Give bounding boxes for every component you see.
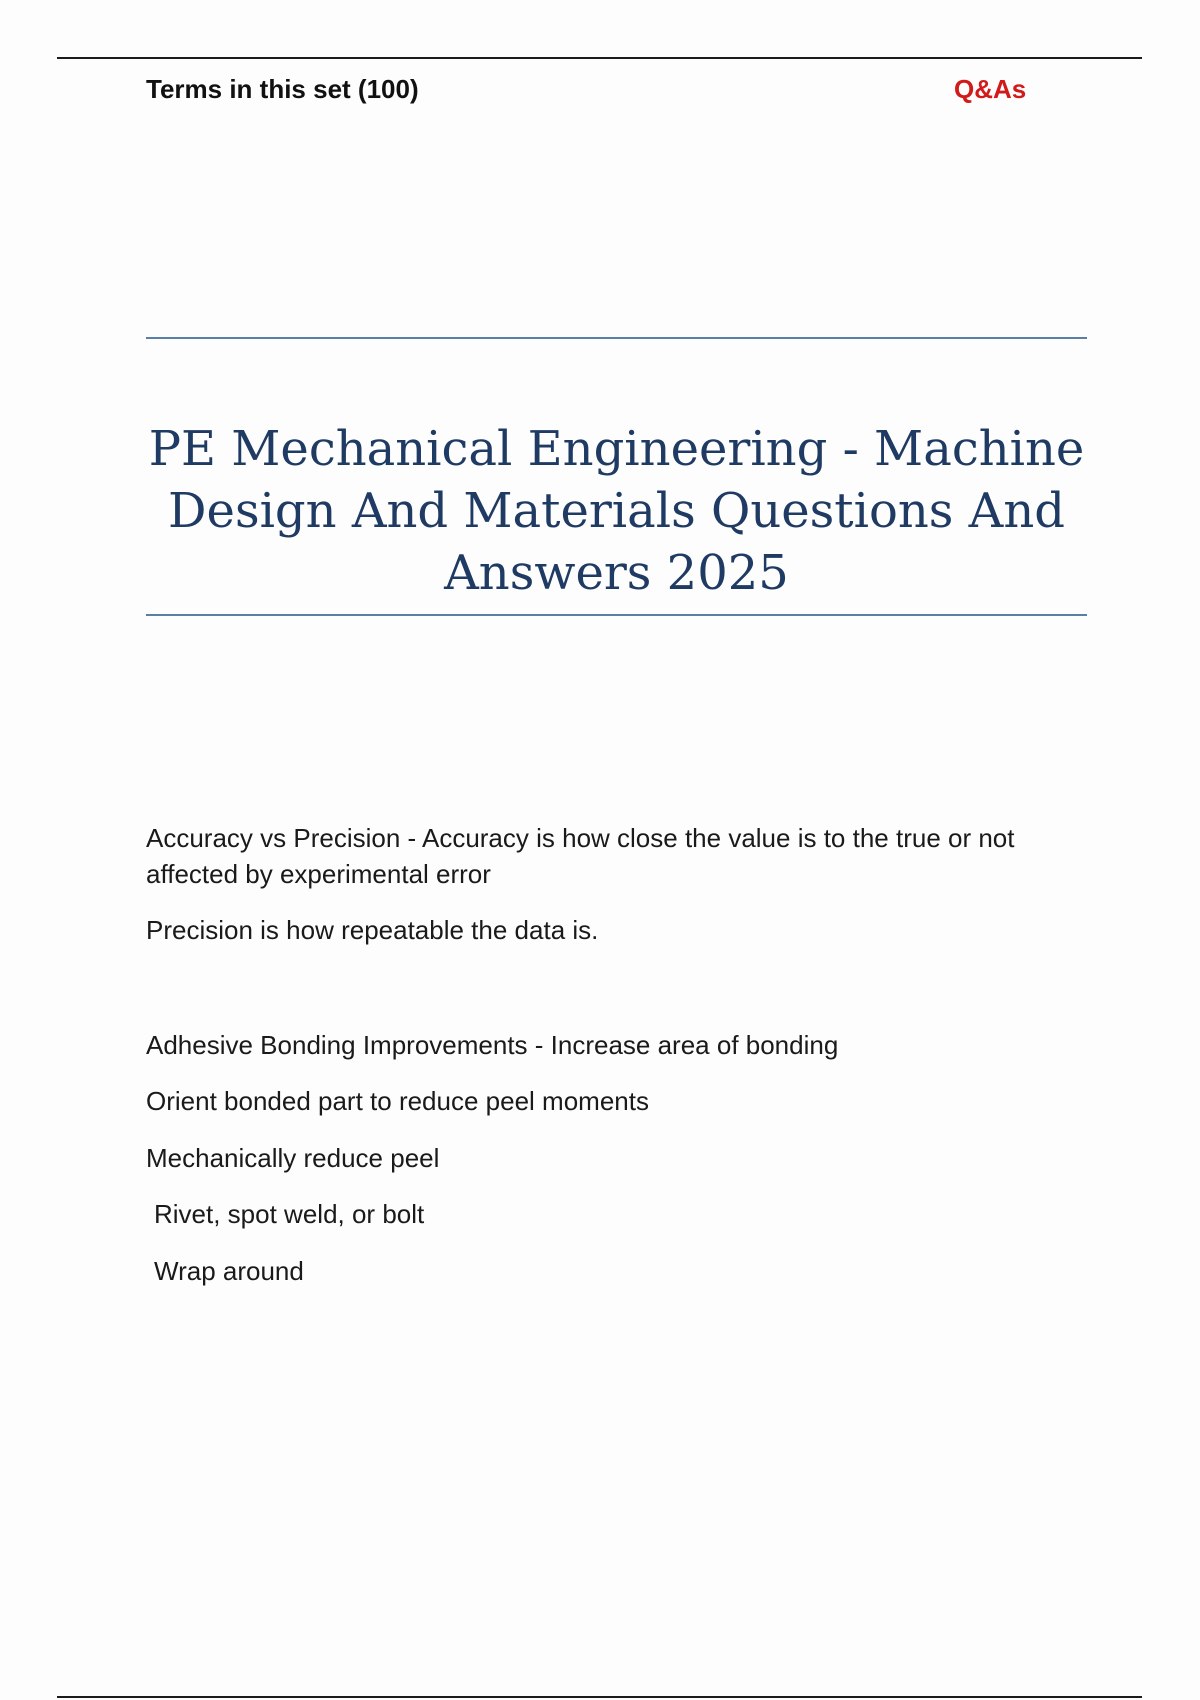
qa-paragraph: Mechanically reduce peel xyxy=(146,1143,440,1173)
qa-paragraph: Orient bonded part to reduce peel moments xyxy=(146,1086,649,1116)
document-title: PE Mechanical Engineering - Machine Design And Materials Questions And Answers 2025 xyxy=(148,421,1085,601)
title-bottom-divider xyxy=(146,614,1087,616)
terms-count-label: Terms in this set (100) xyxy=(146,74,419,104)
qa-paragraph: Accuracy vs Precision - Accuracy is how close the value is to the true or not affected by experimental error xyxy=(146,823,1015,889)
qa-paragraph: Precision is how repeatable the data is. xyxy=(146,915,599,945)
qa-paragraph: Rivet, spot weld, or bolt xyxy=(154,1199,425,1229)
qa-label: Q&As xyxy=(954,74,1027,104)
title-top-divider xyxy=(146,337,1087,339)
top-rule xyxy=(57,57,1142,59)
bottom-rule xyxy=(57,1696,1142,1698)
qa-paragraph: Adhesive Bonding Improvements - Increase area of bonding xyxy=(146,1030,839,1060)
qa-paragraph: Wrap around xyxy=(154,1256,304,1286)
qa-content xyxy=(146,820,1076,1289)
